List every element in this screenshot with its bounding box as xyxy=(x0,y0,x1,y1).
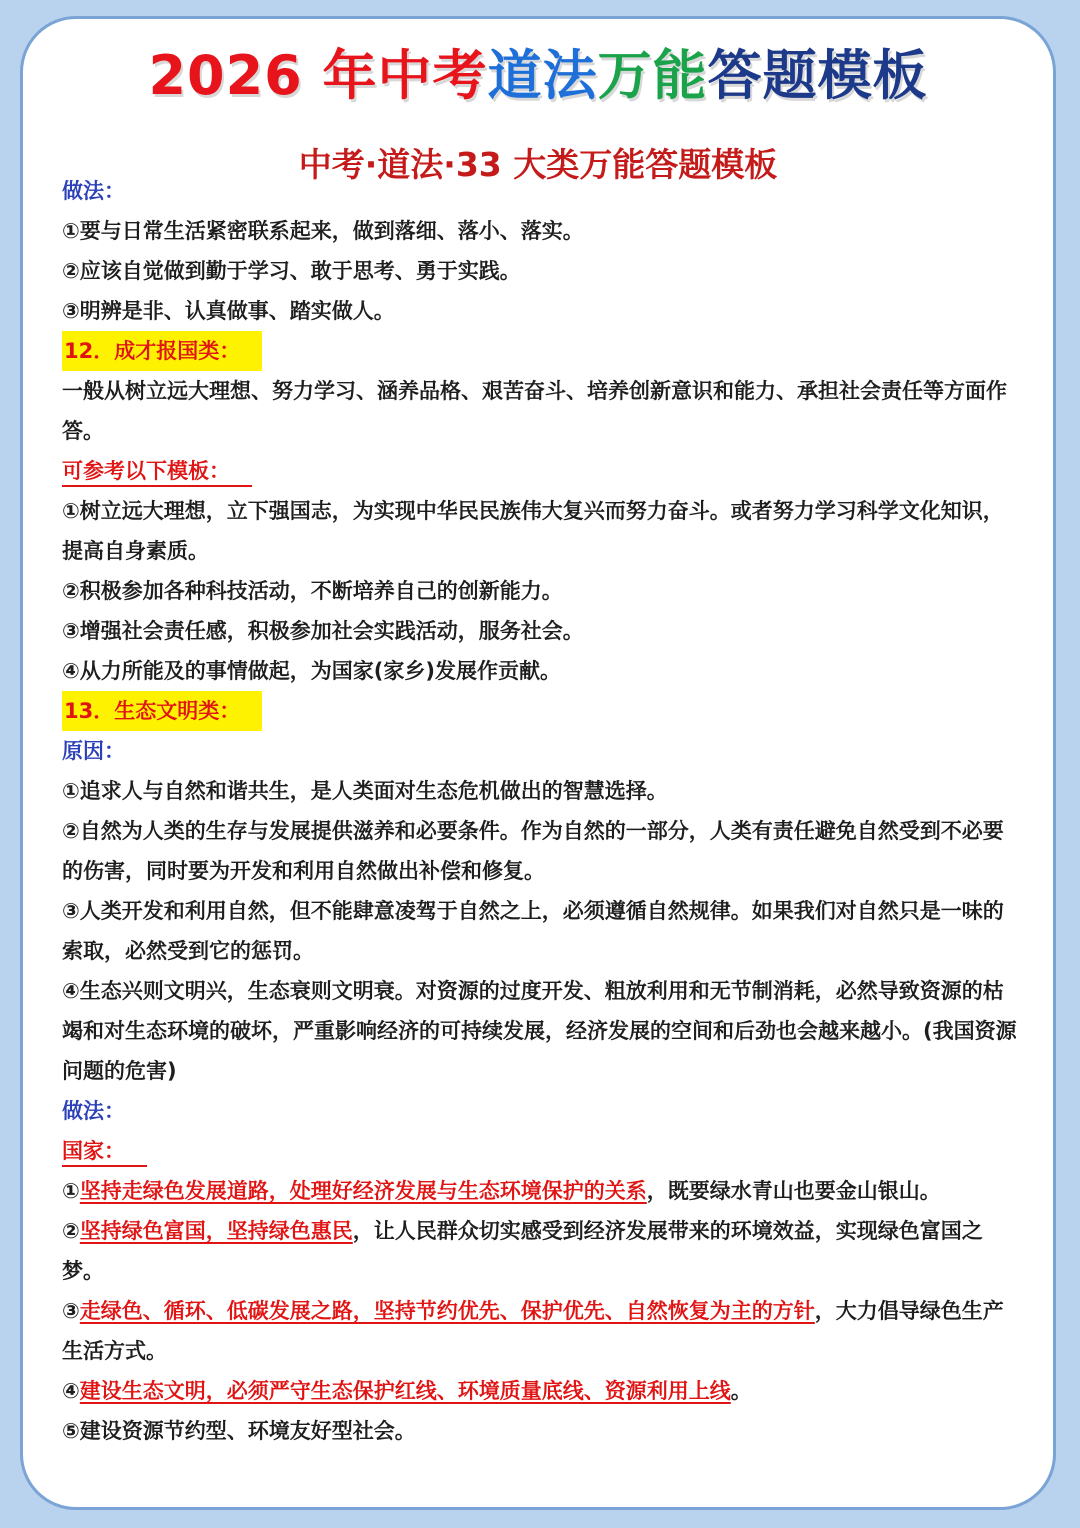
list-item: ③增强社会责任感，积极参加社会实践活动，服务社会。 xyxy=(62,619,584,643)
title-part-4: 答题模板 xyxy=(707,44,928,107)
item-number: ② xyxy=(62,1219,80,1243)
item-rest: ，大力倡导绿色生产生活方式。 xyxy=(62,1299,1004,1363)
subheading-country: 国家： xyxy=(62,1137,147,1167)
item-rest: ，让人民群众切实感受到经济发展带来的环境效益，实现绿色富国之梦。 xyxy=(62,1219,983,1283)
key-phrase: 走绿色、循环、低碳发展之路，坚持节约优先、保护优先、自然恢复为主的方针 xyxy=(79,1299,815,1323)
category-heading-12: 12．成才报国类： xyxy=(62,331,262,371)
title-part-2: 道法 xyxy=(487,44,598,107)
item-number: ③ xyxy=(62,1299,80,1323)
list-item: ①树立远大理想，立下强国志，为实现中华民民族伟大复兴而努力奋斗。或者努力学习科学文化知识，提高自身素质。 xyxy=(62,499,1004,563)
content-body xyxy=(62,171,1022,1451)
section-heading-method: 做法： xyxy=(62,179,125,203)
list-item xyxy=(62,1291,1022,1371)
list-item: ②自然为人类的生存与发展提供滋养和必要条件。作为自然的一部分，人类有责任避免自然受到不必要的伤害，同时要为开发和利用自然做出补偿和修复。 xyxy=(62,819,1004,883)
item-number: ④ xyxy=(62,1379,80,1403)
section-heading-method-2: 做法： xyxy=(62,1099,125,1123)
list-item: ②应该自觉做到勤于学习、敢于思考、勇于实践。 xyxy=(62,259,521,283)
template-label: 可参考以下模板： xyxy=(62,457,252,487)
page-title xyxy=(23,41,1053,111)
item-rest: 。 xyxy=(730,1379,752,1403)
list-item xyxy=(62,1171,1022,1211)
key-phrase: 建设生态文明，必须严守生态保护红线、环境质量底线、资源利用上线 xyxy=(79,1379,731,1403)
list-item xyxy=(62,1371,1022,1411)
paragraph: 一般从树立远大理想、努力学习、涵养品格、艰苦奋斗、培养创新意识和能力、承担社会责任等方面作答。 xyxy=(62,379,1007,443)
page-subtitle: 中考·道法·33 大类万能答题模板 xyxy=(298,145,778,184)
list-item: ②积极参加各种科技活动，不断培养自己的创新能力。 xyxy=(62,579,563,603)
category-heading-13: 13．生态文明类： xyxy=(62,691,262,731)
list-item: ③明辨是非、认真做事、踏实做人。 xyxy=(62,299,395,323)
list-item: ④生态兴则文明兴，生态衰则文明衰。对资源的过度开发、粗放利用和无节制消耗，必然导致资源的枯竭和对生态环境的破坏，严重影响经济的可持续发展，经济发展的空间和后劲也会越来越小。(我国资源问题的危害) xyxy=(62,979,1017,1083)
title-part-3: 万能 xyxy=(597,44,708,107)
key-phrase: 坚持绿色富国，坚持绿色惠民 xyxy=(79,1219,353,1243)
list-item: ①要与日常生活紧密联系起来，做到落细、落小、落实。 xyxy=(62,219,584,243)
section-heading-reason: 原因： xyxy=(62,739,125,763)
title-part-1: 2026 年中考 xyxy=(148,44,488,107)
list-item: ④从力所能及的事情做起，为国家(家乡)发展作贡献。 xyxy=(62,659,561,683)
item-rest: ，既要绿水青山也要金山银山。 xyxy=(646,1179,941,1203)
list-item: ⑤建设资源节约型、环境友好型社会。 xyxy=(62,1419,416,1443)
list-item: ③人类开发和利用自然，但不能肆意凌驾于自然之上，必须遵循自然规律。如果我们对自然只是一味的索取，必然受到它的惩罚。 xyxy=(62,899,1004,963)
item-number: ① xyxy=(62,1179,80,1203)
key-phrase: 坚持走绿色发展道路，处理好经济发展与生态环境保护的关系 xyxy=(79,1179,647,1203)
list-item xyxy=(62,1211,1022,1291)
list-item: ①追求人与自然和谐共生，是人类面对生态危机做出的智慧选择。 xyxy=(62,779,668,803)
page-card xyxy=(20,16,1056,1510)
